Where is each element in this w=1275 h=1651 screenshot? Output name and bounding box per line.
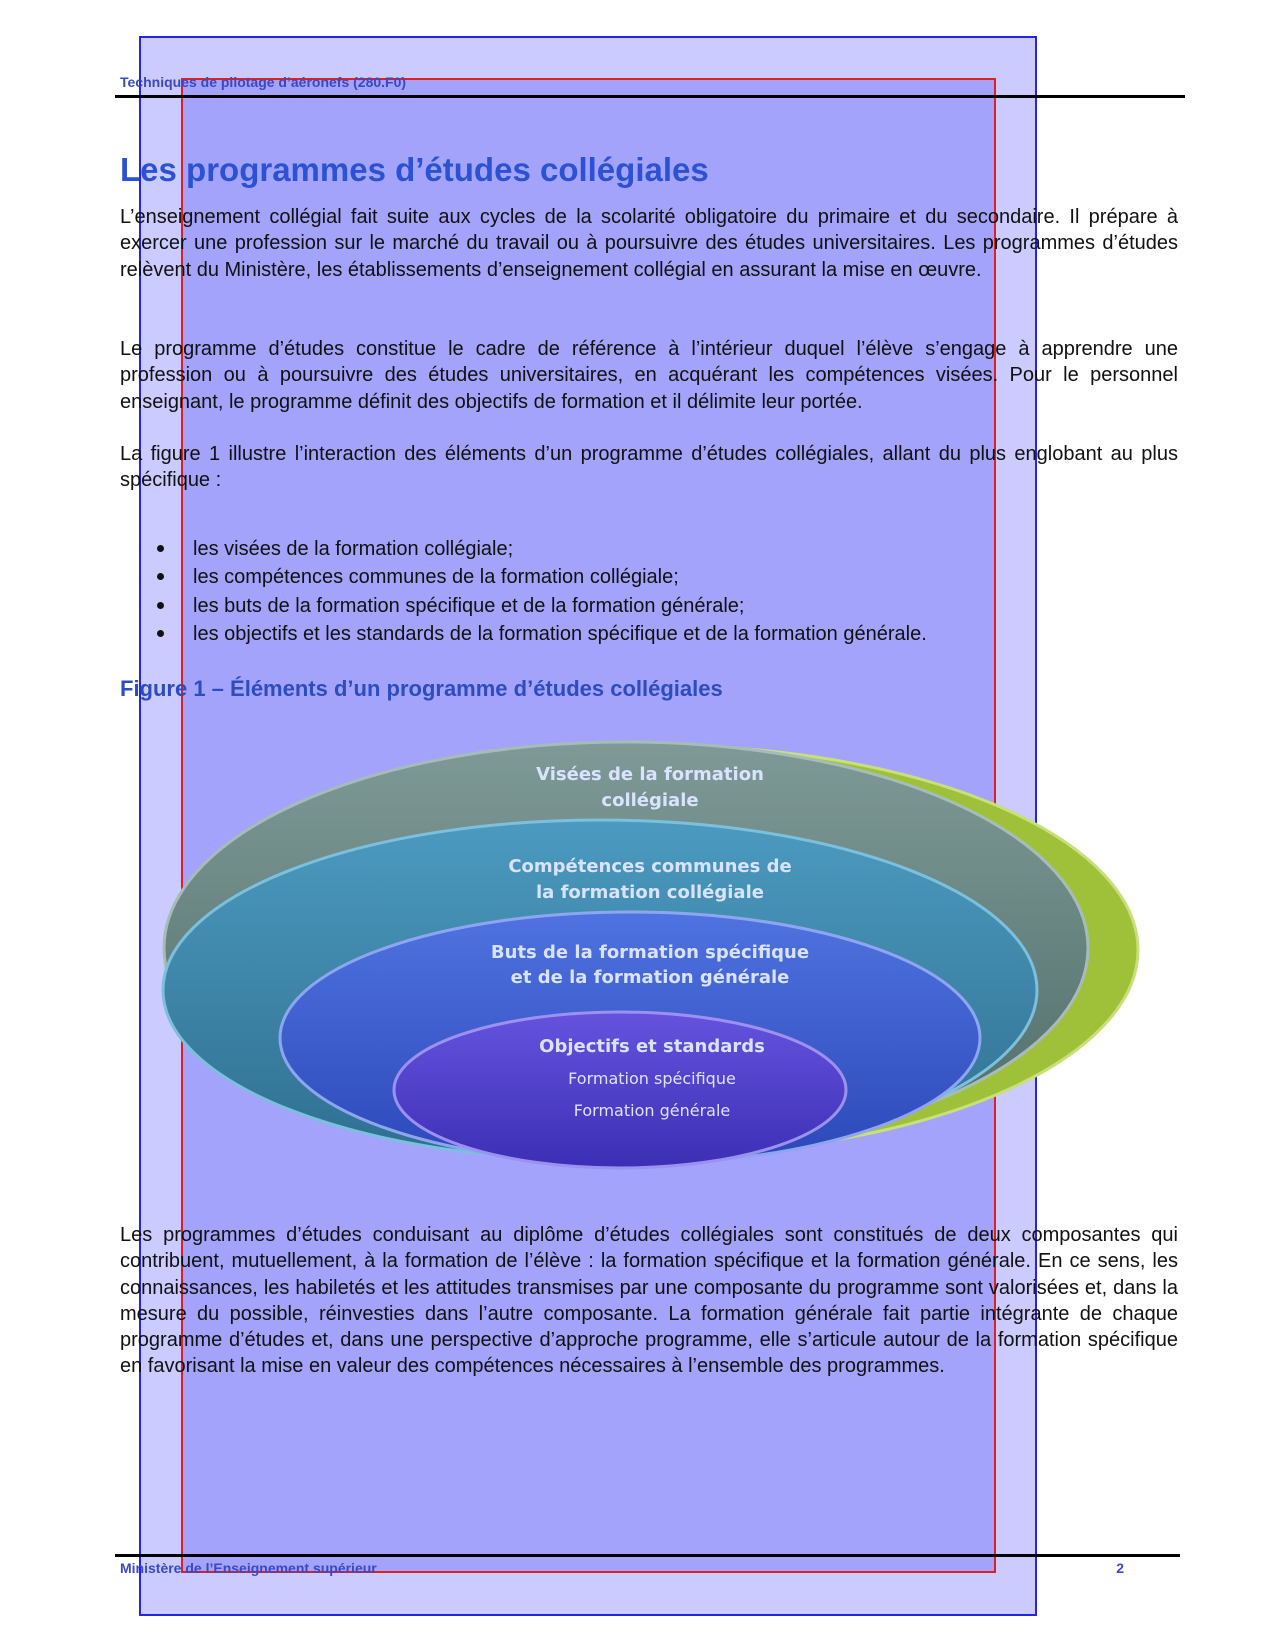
layer-buts-label-1: Buts de la formation spécifique (490, 942, 810, 963)
page-title: Les programmes d’études collégiales (120, 151, 709, 188)
list-item-text: les buts de la formation spécifique et de la formation générale; (193, 594, 745, 617)
bullet-icon (157, 602, 164, 609)
layer-buts-label-2: et de la formation générale (510, 967, 790, 988)
layer-visees-label-1: Visées de la formation (536, 764, 764, 785)
layer-competences-label-1: Compétences communes de (508, 856, 792, 877)
footer-rule (115, 1554, 1180, 1557)
bullet-icon (157, 573, 164, 580)
header-rule (115, 95, 1185, 98)
paragraph-figure-intro: La figure 1 illustre l’interaction des éléments d’un programme d’études collégiales, allant du plus englobant au plus spécifique : (120, 443, 1178, 492)
list-item (155, 563, 927, 591)
list-item (155, 620, 927, 648)
layer-objectifs-label-3: Formation générale (573, 1101, 731, 1120)
footer-ministry: Ministère de l’Enseignement supérieur (120, 1560, 377, 1576)
running-header-title: Techniques de pilotage d’aéronefs (280.F0) (120, 74, 407, 90)
list-item (155, 535, 927, 563)
list-item-text: les compétences communes de la formation collégiale; (193, 566, 679, 589)
footer-page-number: 2 (1116, 1560, 1124, 1576)
bullet-icon (157, 630, 164, 637)
layer-objectifs-label-2: Formation spécifique (568, 1069, 736, 1088)
figure-caption: Figure 1 – Éléments d’un programme d’études collégiales (120, 676, 723, 701)
list-item (155, 592, 927, 620)
layer-visees-label-2: collégiale (601, 790, 699, 811)
paragraph-components: Les programmes d’études conduisant au diplôme d’études collégiales sont constitués de deux composantes qui contribuent, mutuellement, à la formation de l’élève : la formation spécifique et la formation générale. En ce sens, les connaissances, les habiletés et les attitudes transmises par une composante du programme sont valorisées et, dans la mesure du possible, réinvesties dans l’autre composante. La formation générale fait partie intégrante de chaque programme d’études et, dans une perspective d’approche programme, elle s’articule autour de la formation spécifique en favorisant la mise en valeur des compétences nécessaires à l’ensemble des programmes. (120, 1224, 1178, 1378)
paragraph-intro: L’enseignement collégial fait suite aux cycles de la scolarité obligatoire du primaire et du secondaire. Il prépare à exercer une profession sur le marché du travail ou à poursuivre des études universitaires. Les programmes d’études relèvent du Ministère, les établissements d’enseignement collégial en assurant la mise en œuvre. (120, 206, 1178, 281)
bullet-icon (157, 545, 164, 552)
nested-ellipses-diagram (160, 730, 1140, 1170)
elements-list (155, 535, 927, 648)
list-item-text: les objectifs et les standards de la formation spécifique et de la formation générale. (193, 622, 927, 645)
list-item-text: les visées de la formation collégiale; (193, 538, 514, 560)
paragraph-program-definition: Le programme d’études constitue le cadre de référence à l’intérieur duquel l’élève s’engage à apprendre une profession ou à poursuivre des études universitaires, en acquérant les compétences visées. Pour le personnel enseignant, le programme définit des objectifs de formation et il délimite leur portée. (120, 338, 1178, 413)
layer-objectifs-label-1: Objectifs et standards (539, 1036, 765, 1057)
layer-competences-label-2: la formation collégiale (536, 882, 764, 903)
